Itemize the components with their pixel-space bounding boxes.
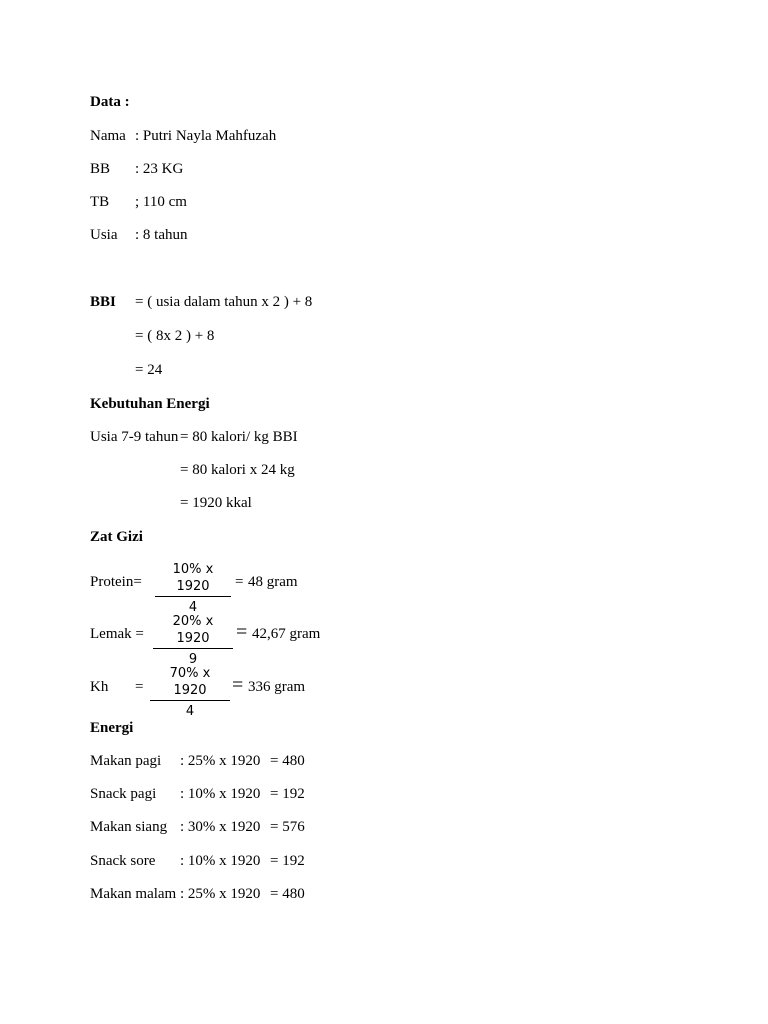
bbi-substitution: = ( 8x 2 ) + 8 <box>135 328 215 344</box>
protein-fraction <box>155 561 231 616</box>
protein-equals: = <box>235 574 244 590</box>
bb-value: : 23 KG <box>135 161 184 177</box>
energy-need-age-label: Usia 7-9 tahun <box>90 429 179 445</box>
energy-need-result: = 1920 kkal <box>180 495 252 511</box>
bb-label: BB <box>90 161 111 177</box>
bbi-label: BBI <box>90 294 116 310</box>
kh-label: Kh <box>90 679 109 695</box>
kh-numerator: 70% x 1920 <box>150 665 230 701</box>
meal-calc: : 10% x 1920 <box>180 853 261 869</box>
meal-label: Snack sore <box>90 853 156 869</box>
tb-label: TB <box>90 194 110 210</box>
meal-calc: : 25% x 1920 <box>180 753 261 769</box>
kh-label-equals: = <box>135 679 144 695</box>
lemak-equals: = <box>236 621 248 643</box>
energy-need-heading: Kebutuhan Energi <box>90 396 210 412</box>
meal-result: = 576 <box>270 819 305 835</box>
data-heading: Data : <box>90 94 130 110</box>
lemak-result: 42,67 gram <box>252 626 321 642</box>
energy-need-calc: = 80 kalori x 24 kg <box>180 462 295 478</box>
lemak-fraction <box>153 613 233 668</box>
protein-numerator: 10% x 1920 <box>155 561 231 597</box>
meal-label: Makan malam <box>90 886 177 902</box>
usia-value: : 8 tahun <box>135 227 188 243</box>
meal-calc: : 10% x 1920 <box>180 786 261 802</box>
meal-label: Makan siang <box>90 819 168 835</box>
meal-label: Makan pagi <box>90 753 162 769</box>
meal-label: Snack pagi <box>90 786 157 802</box>
lemak-denominator: 9 <box>188 652 198 667</box>
kh-equals: = <box>232 674 244 696</box>
bbi-formula: = ( usia dalam tahun x 2 ) + 8 <box>135 294 313 310</box>
tb-value: ; 110 cm <box>135 194 187 210</box>
protein-label: Protein= <box>90 574 142 590</box>
lemak-label: Lemak = <box>90 626 144 642</box>
protein-result: 48 gram <box>248 574 298 590</box>
usia-label: Usia <box>90 227 118 243</box>
meal-calc: : 25% x 1920 <box>180 886 261 902</box>
energi-heading: Energi <box>90 720 134 736</box>
kh-fraction <box>150 665 230 720</box>
nama-label: Nama <box>90 128 126 144</box>
meal-result: = 192 <box>270 786 305 802</box>
kh-result: 336 gram <box>248 679 306 695</box>
zat-gizi-heading: Zat Gizi <box>90 529 143 545</box>
protein-denominator: 4 <box>188 600 198 615</box>
lemak-numerator: 20% x 1920 <box>153 613 233 649</box>
meal-result: = 192 <box>270 853 305 869</box>
nama-value: : Putri Nayla Mahfuzah <box>135 128 277 144</box>
meal-calc: : 30% x 1920 <box>180 819 261 835</box>
bbi-result: = 24 <box>135 362 163 378</box>
energy-need-rate: = 80 kalori/ kg BBI <box>180 429 298 445</box>
meal-result: = 480 <box>270 753 305 769</box>
meal-result: = 480 <box>270 886 305 902</box>
kh-denominator: 4 <box>185 704 195 719</box>
